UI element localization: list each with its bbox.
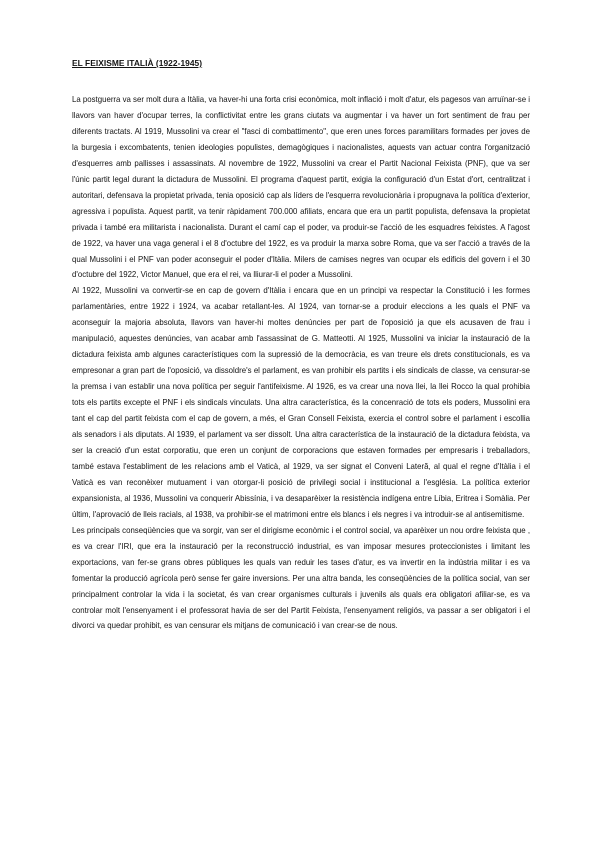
paragraph-postwar: La postguerra va ser molt dura a Itàlia, va haver-hi una forta crisi econòmica, molt inflació i molt d'atur, els pagesos van arruïnar-se i llavors van haver d'ocupar terres, la conflictivitat entre les grans ciutats va augmentar i va haver un fort sentiment de frau per diferents tractats. Al 1919, Mussolini va crear el "fasci di combattimento", que eren unes forces paramilitars formades per joves de la burgesia i excombatents, tenien ideologies populistes, demagògiques i nacionalistes, aquests van actuar contra l'organització d'esquerres amb pallisses i assassinats. Al novembre de 1922, Mussolini va crear el Partit Nacional Feixista (PNF), que va ser l'únic partit legal durant la dictadura de Mussolini. El programa d'aquest partit, exigia la configuració d'un Estat d'ort, centralitzat i autoritari, defensava la propietat privada, tenia oposició cap als líders de l'esquerra revolucionària i propugnava la política d'exterior, agressiva i populista. Aquest partit, va tenir ràpidament 700.000 afiliats, encara que era un partit populista, defensava la propietat privada i també era militarista i nacionalista. Durant el camí cap el poder, va produir-se l'acció de les esquadres feixistes. A l'agost de 1922, va haver una vaga general i el 8 d'octubre del 1922, es va produir la marxa sobre Roma, que va ser l'acció a través de la qual Mussolini i el PNF van poder aconseguir el poder d'Itàlia. Milers de camises negres van ocupar els edificis del govern i el 30 d'octubre del 1922, Victor Manuel, que era el rei, va lliurar-li el poder a Mussolini. xyxy=(72,95,530,280)
paragraph-consequences: Les principals conseqüències que va sorgir, van ser el dirigisme econòmic i el control social, va aparèixer un nou ordre feixista que , es va crear l'IRI, que era la instauració per la reconstrucció industrial, es van imposar mesures proteccionistes i limitant les exportacions, van fer-se grans obres públiques les quals van reduir les tases d'atur, es va invertir en la indústria militar i es va fomentar la producció agrícola però sense fer gaire inversions. Per una altra banda, les conseqüències de la política social, van ser principalment controlar la vida i la societat, és van crear organismes culturals i juvenils als quals era obligatori afiliar-se, es va controlar molt l'ensenyament i el professorat havia de ser del Partit Feixista, l'ensenyament religiós, va passar a ser obligatori i el divorci va quedar prohibit, es van censurar els mitjans de comunicació i van crear-se de nous. xyxy=(72,525,530,631)
paragraph-dictatorship: Al 1922, Mussolini va convertir-se en cap de govern d'Itàlia i encara que en un principi va respectar la Constitució i les formes parlamentàries, entre 1922 i 1924, va acabar retallant-les. Al 1924, van tornar-se a produir eleccions a les quals el PNF va aconseguir la majoria absoluta, llavors van haver-hi moltes denúncies per part de l'oposició ja que els acusaven de frau i manipulació, aquestes denúncies, van acabar amb l'assassinat de G. Matteotti. Al 1925, Mussolini va iniciar la instauració de la dictadura feixista amb algunes característiques com la supressió de la democràcia, es van treure els drets constitucionals, es va empresonar a gran part de l'oposició, va dissoldre's el parlament, es van prohibir els partits i els sindicals de classe, va censurar-se la premsa i van establir una nova política per seguir l'antifeixisme. Al 1926, es va crear una nova llei, la llei Rocco la qual prohibia tots els partits excepte el PNF i els sindicals vinculats. Una altra característica, és la concenració de tots els poders, Mussolini era tant el cap del partit feixista com el cap de govern, a més, el Gran Consell Feixista, exercia el control sobre el parlament i escollia als senadors i als diputats. Al 1939, el parlament va ser dissolt. Una altra característica de la instauració de la dictadura feixista, va ser la creació d'un estat corporatiu, que eren un conjunt de corporacions que estaven formades per empresaris i treballadors, també estava l'establiment de les relacions amb el Vaticà, al 1929, va ser signat el Conveni Lateră, al qual el regne d'Itàlia i el Vaticà es van reconèixer mutuament i van otorgar-li posició de privilegi social i institucional a l'església. La política exterior expansionista, al 1936, Mussolini va conquerir Abissínia, i va desaparèixer la resistència indígena entre Líbia, Eritrea i Somàlia. Per últim, l'aprovació de lleis racials, al 1938, va prohibir-se el matrimoni entre els blancs i els negres i va introduir-se al antisemitisme. xyxy=(72,286,530,519)
document-title: EL FEIXISME ITALIÀ (1922-1945) xyxy=(72,58,203,68)
document-body xyxy=(72,92,530,634)
